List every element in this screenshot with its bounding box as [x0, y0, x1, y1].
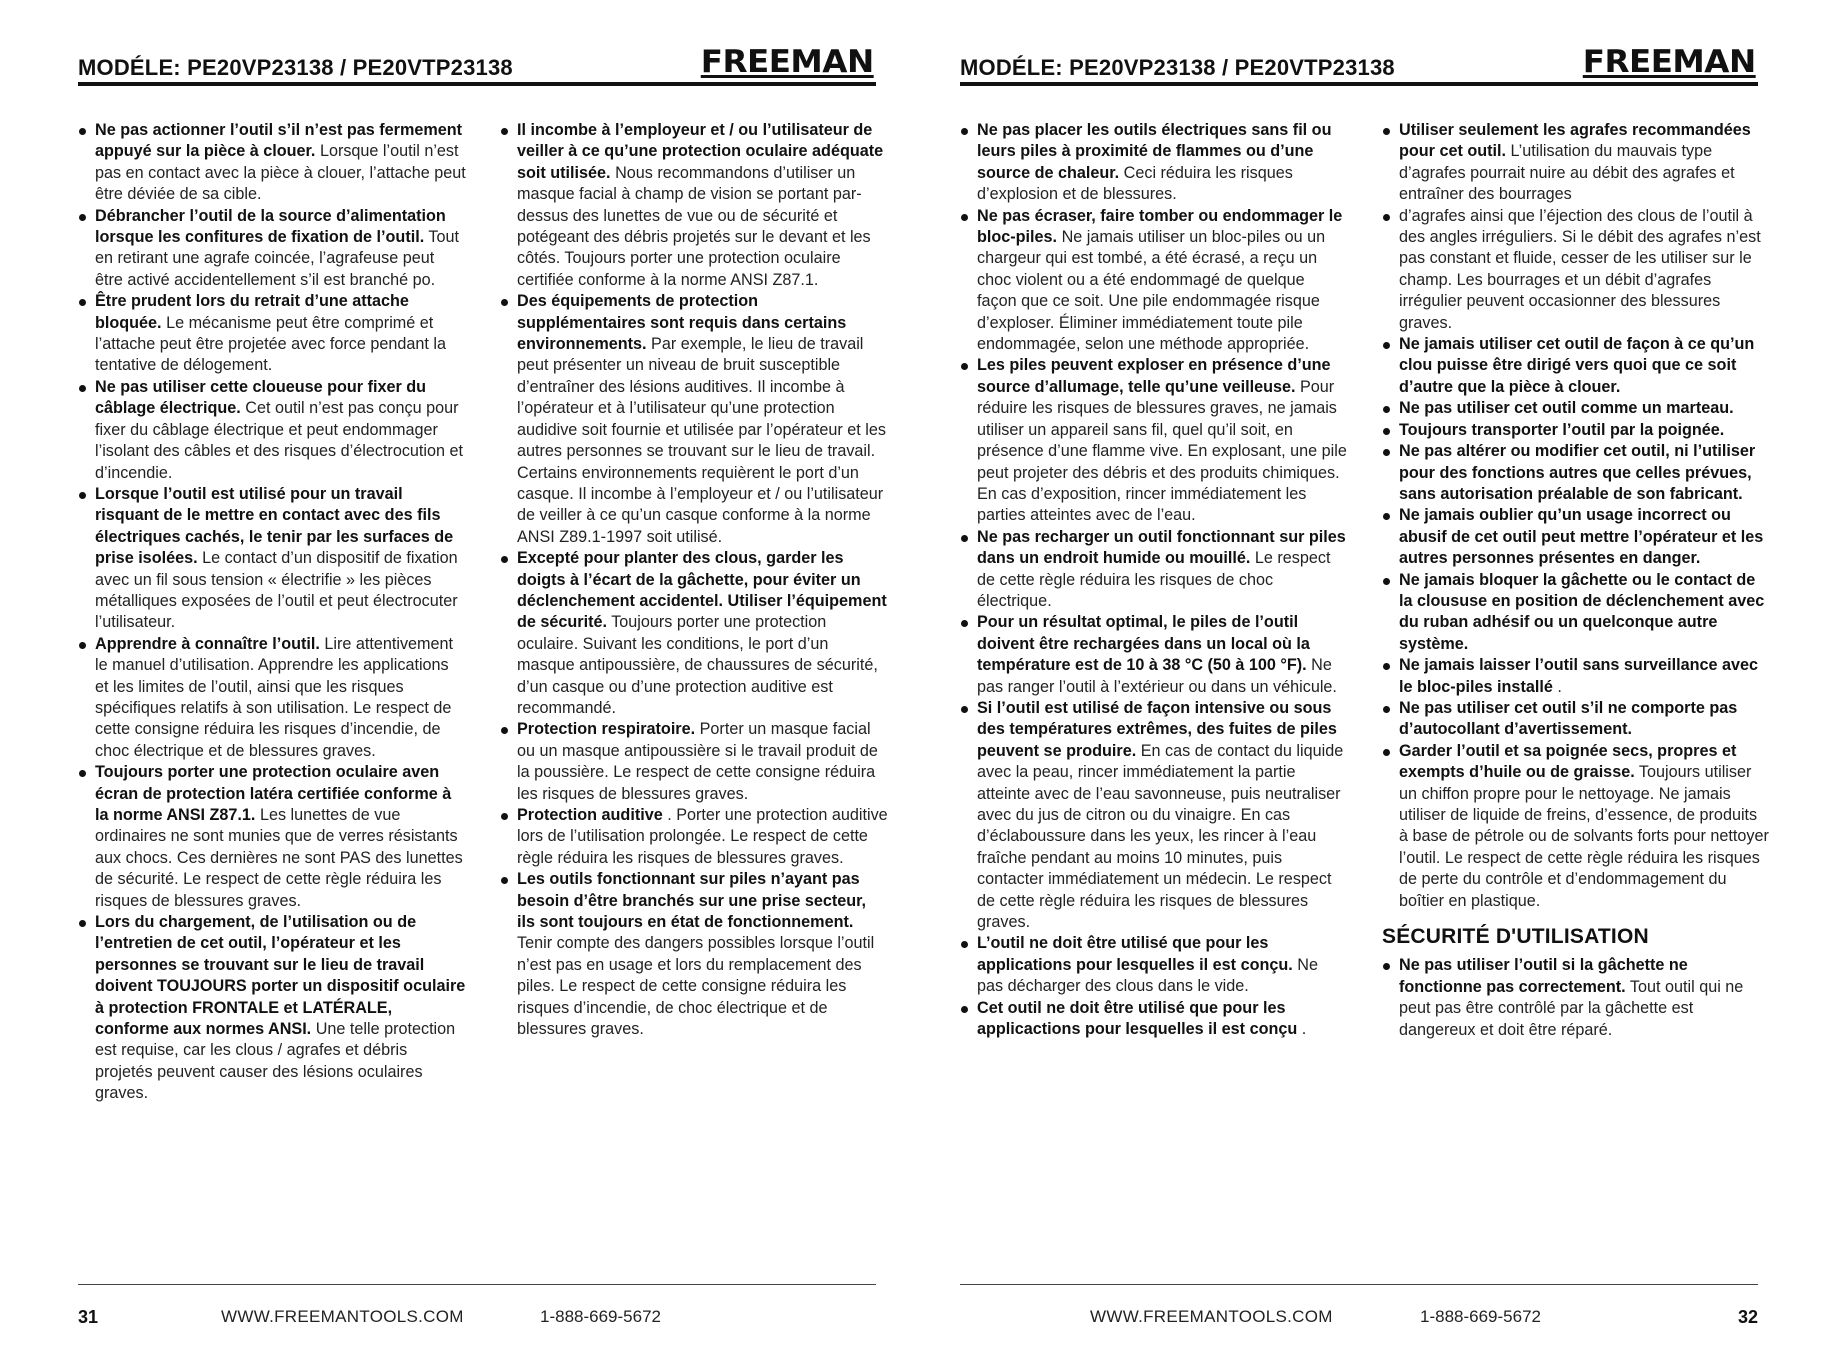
bullet-item	[960, 933, 1348, 997]
bullet-lead: Ne jamais oublier qu’un usage incorrect ou abusif de cet outil peut mettre l’opérateur et les autres personnes présentes en danger.	[1399, 506, 1764, 568]
bullet-lead: Lorsque l’outil est utilisé pour un travail risquant de le mettre en contact avec des fils électriques cachés, le tenir par les surfaces de prise isolées.	[95, 484, 454, 568]
bullet-lead: Ne jamais bloquer la gâchette ou le contact de la cloususe en position de déclenchement avec du ruban adhésif ou un quelconque autre système.	[1399, 570, 1765, 653]
bullet-item	[960, 612, 1348, 698]
bullet-lead: Protection respiratoire.	[517, 720, 696, 739]
bullet-lead: Ne pas altérer ou modifier cet outil, ni l’utiliser pour des fonctions autres que celles prévues, sans autorisation préalable de son fabricant.	[1399, 442, 1756, 503]
bullet-text: d’agrafes ainsi que l’éjection des clous de l’outil à des angles irréguliers. Si le débit des agrafes n’est pas constant et fluide, cesser de les utiliser sur le champ. Les bourrages et un débit d’agrafes irrégulier peuvent occasionner des blessures graves.	[1399, 206, 1761, 332]
bullet-lead: Ne pas utiliser l’outil si la gâchette ne fonctionne pas correctement.	[1399, 956, 1688, 996]
bullet-item	[78, 762, 466, 912]
section-heading: SÉCURITÉ D'UTILISATION	[1382, 925, 1649, 949]
bullet-lead: Ne pas utiliser cet outil comme un marteau.	[1399, 399, 1734, 418]
bullet-text: Ne jamais utiliser un bloc-piles ou un chargeur qui est tombé, a été écrasé, a reçu un choc violent ou a été endommagé de quelque façon que ce soit. Une pile endommagée risque d’exploser. Éliminer immédiatement toute pile endommagée, selon une méthode appropriée.	[977, 228, 1326, 354]
bullet-item	[78, 634, 466, 762]
bullet-lead: Excepté pour planter des clous, garder les doigts à l’écart de la gâchette, pour éviter un déclenchement accidentel. Utiliser l’équipement de sécurité.	[517, 549, 887, 632]
bullet-item	[1382, 441, 1770, 505]
bullet-item	[960, 698, 1348, 933]
page-footer	[78, 1284, 876, 1337]
bullet-lead: Ne pas recharger un outil fonctionnant sur piles dans un endroit humide ou mouillé.	[977, 527, 1346, 568]
bullet-lead: Ne pas utiliser cet outil s’il ne comporte pas d’autocollant d’avertissement.	[1399, 698, 1738, 739]
freeman-logo: FREEMAN	[701, 44, 874, 80]
bullet-item	[1382, 334, 1770, 398]
bullet-lead: Ne pas actionner l’outil s’il n’est pas fermement appuyé sur la pièce à clouer.	[95, 121, 463, 161]
bullet-lead: Ne jamais laisser l’outil sans surveillance avec le bloc-piles installé	[1399, 656, 1759, 696]
bullet-lead: Toujours transporter l’outil par la poignée.	[1399, 420, 1725, 439]
bullet-text: Lorsque l’outil n’est pas en contact avec la pièce à clouer, l’attache peut être déviée de sa cible.	[95, 142, 466, 204]
bullet-item	[500, 120, 888, 291]
safety-list	[1382, 120, 1770, 912]
bullet-text: Le mécanisme peut être comprimé et l’attache peut être projetée avec force pendant la tentative de délogement.	[95, 313, 446, 375]
bullet-text: Tenir compte des dangers possibles lorsque l’outil n’est pas en usage et lors du remplacement des piles. Le respect de cette consigne réduira les risques d’incendie, de choc électrique et de blessures graves.	[517, 934, 875, 1039]
bullet-lead: Les outils fonctionnant sur piles n’ayant pas besoin d’être branchés sur une prise secteur, ils sont toujours en état de fonctionnement.	[517, 870, 867, 932]
bullet-lead: Les piles peuvent exploser en présence d’une source d’allumage, telle qu’une veilleuse.	[977, 356, 1331, 396]
bullet-text: Toujours utiliser un chiffon propre pour le nettoyage. Ne jamais utiliser de liquide de freins, d’essence, de produits à base de pétrole ou de solvants forts pour nettoyer l’outil. Le respect de cette règle réduira les risques de perte du contrôle et d’endommagement du boîtier en plastique.	[1399, 763, 1769, 910]
bullet-lead: L’outil ne doit être utilisé que pour les applications pour lesquelles il est conçu.	[977, 934, 1293, 974]
bullet-text: Ne pas décharger des clous dans le vide.	[977, 955, 1318, 996]
bullet-text: En cas de contact du liquide avec la peau, rincer immédiatement la partie atteinte avec de l’eau savonneuse, puis neutraliser avec du jus de citron ou du vinaigre. En cas d’éclaboussure dans les yeux, les rincer à l’eau fraîche pendant au moins 10 minutes, puis contacter immédiatement un médecin. Le respect de cette règle réduira les risques de blessures graves.	[977, 741, 1344, 932]
bullet-lead: Protection auditive	[517, 806, 663, 824]
bullet-lead: Cet outil ne doit être utilisé que pour les applicactions pour lesquelles il est conçu	[977, 998, 1298, 1039]
bullet-lead: Il incombe à l’employeur et / ou l’utilisateur de veiller à ce qu’une protection oculaire adéquate soit utilisée.	[517, 121, 884, 182]
bullet-text: Ne pas ranger l’outil à l’extérieur ou dans un véhicule.	[977, 656, 1337, 696]
bullet-text: Une telle protection est requise, car les clous / agrafes et débris projetés peuvent causer des lésions oculaires graves.	[95, 1020, 456, 1103]
bullet-text: Le respect de cette règle réduira les risques de choc électrique.	[977, 549, 1331, 610]
right-page-column-1	[960, 120, 1348, 1040]
bullet-text: Par exemple, le lieu de travail peut présenter un niveau de bruit susceptible d’entraîner des lésions auditives. Il incombe à l’opérateur et à l’utilisateur qu’une protection audidive soit fournie et utilisée par l’opérateur et les autres personnes se trouvant sur le lieu de travail. Certains environnements requièrent le port d’un casque. Il incombe à l’employeur et / ou l’utilisateur de veiller à ce qu’un casque conforme à la norme ANSI Z89.1-1997 soit utilisé.	[517, 335, 886, 546]
phone-number: 1-888-669-5672	[540, 1307, 661, 1326]
bullet-item	[960, 355, 1348, 526]
page-number: 31	[78, 1307, 99, 1327]
bullet-item	[500, 548, 888, 719]
right-page	[917, 0, 1834, 1362]
bullet-item	[960, 998, 1348, 1041]
bullet-text: Les lunettes de vue ordinaires ne sont munies que de verres résistants aux chocs. Ces dernières ne sont PAS des lunettes de sécurité. Le respect de cette règle réduira les risques de blessures graves.	[95, 806, 463, 910]
bullet-item	[500, 869, 888, 1040]
bullet-item	[1382, 420, 1770, 441]
freeman-logo: FREEMAN	[1583, 44, 1756, 80]
bullet-item	[1382, 741, 1770, 912]
bullet-lead: Ne pas utiliser cette cloueuse pour fixer du câblage électrique.	[95, 377, 427, 418]
website-link[interactable]: WWW.FREEMANTOOLS.COM	[1090, 1307, 1333, 1326]
bullet-item	[1382, 206, 1770, 334]
bullet-lead: Ne pas écraser, faire tomber ou endommager le bloc-piles.	[977, 206, 1343, 247]
model-title: MODÉLE: PE20VP23138 / PE20VTP23138	[960, 55, 1395, 80]
bullet-item	[1382, 655, 1770, 698]
bullet-text: .	[1301, 1020, 1307, 1039]
bullet-lead: Des équipements de protection supplémentaires sont requis dans certains environnements.	[517, 292, 847, 354]
bullet-item	[1382, 120, 1770, 206]
safety-list	[78, 120, 466, 1105]
safety-list	[960, 120, 1348, 1040]
bullet-lead: Pour un résultat optimal, le piles de l’outil doivent être rechargées dans un local où la température est de 10 à 38 °C (50 à 100 °F).	[977, 613, 1310, 675]
page-footer	[960, 1284, 1758, 1337]
phone-number: 1-888-669-5672	[1420, 1307, 1541, 1326]
bullet-text: Tout en retirant une agrafe coincée, l’agrafeuse peut être activé accidentellement s’il est branché po.	[95, 228, 460, 289]
bullet-item	[78, 120, 466, 206]
bullet-lead: Ne pas placer les outils électriques sans fil ou leurs piles à proximité de flammes ou d’une source de chaleur.	[977, 121, 1332, 182]
bullet-lead: Utiliser seulement les agrafes recommandées pour cet outil.	[1399, 121, 1751, 161]
page-number: 32	[1737, 1307, 1758, 1327]
bullet-item	[78, 484, 466, 634]
bullet-text: L’utilisation du mauvais type d’agrafes pourrait nuire au débit des agrafes et entraîner des bourrages	[1399, 142, 1735, 204]
right-page-column-2	[1382, 120, 1770, 1041]
bullet-text: . Porter une protection auditive lors de l’utilisation prolongée. Le respect de cette règle réduira les risques de blessures graves.	[517, 806, 888, 867]
safety-list	[500, 120, 888, 1040]
bullet-lead: Garder l’outil et sa poignée secs, propres et exempts d’huile ou de graisse.	[1399, 741, 1737, 782]
bullet-text: Porter un masque facial ou un masque antipoussière si le travail produit de la poussière. Le respect de cette consigne réduira les risques de blessures graves.	[517, 720, 878, 803]
page-header	[78, 38, 876, 86]
bullet-text: Tout outil qui ne peut pas être contrôlé par la gâchette est dangereux et doit être réparé.	[1399, 977, 1744, 1039]
safety-list	[1382, 955, 1770, 1041]
page-header	[960, 38, 1758, 86]
bullet-item	[78, 377, 466, 484]
bullet-item	[78, 912, 466, 1105]
bullet-text: Cet outil n’est pas conçu pour fixer du câblage électrique et peut endommager l’isolant des câbles et des risques d’électrocution et d’incendie.	[95, 399, 464, 482]
left-page-column-2	[500, 120, 888, 1040]
bullet-item	[1382, 698, 1770, 741]
bullet-text: Pour réduire les risques de blessures graves, ne jamais utiliser un appareil sans fil, quel qu’il soit, en présence d’une flamme vive. En explosant, une pile peut projeter des débris et des produits chimiques. En cas d’exposition, rincer immédiatement les parties atteintes avec de l’eau.	[977, 377, 1347, 525]
bullet-item	[1382, 570, 1770, 656]
bullet-lead: Si l’outil est utilisé de façon intensive ou sous des températures extrêmes, des fuites de piles peuvent se produire.	[977, 698, 1337, 760]
bullet-item	[78, 291, 466, 377]
bullet-item	[1382, 505, 1770, 569]
model-title: MODÉLE: PE20VP23138 / PE20VTP23138	[78, 55, 513, 80]
bullet-item	[960, 206, 1348, 356]
bullet-item	[960, 120, 1348, 206]
bullet-lead: Débrancher l’outil de la source d’alimentation lorsque les confitures de fixation de l’outil.	[95, 206, 446, 247]
bullet-lead: Lors du chargement, de l’utilisation ou de l’entretien de cet outil, l’opérateur et les personnes se trouvant sur le lieu de travail doivent TOUJOURS porter un dispositif oculaire à protection FRONTALE et LATÉRALE, conforme aux normes ANSI.	[95, 913, 466, 1039]
bullet-text: Ceci réduira les risques d’explosion et de blessures.	[977, 163, 1293, 204]
bullet-text: Toujours porter une protection oculaire. Suivant les conditions, le port d’un masque antipoussière, de chaussures de sécurité, d’un casque ou d’une protection auditive est recommandé.	[517, 613, 878, 717]
bullet-item	[1382, 398, 1770, 419]
bullet-lead: Être prudent lors du retrait d’une attache bloquée.	[95, 292, 409, 332]
left-page-column-1	[78, 120, 466, 1105]
bullet-lead: Ne jamais utiliser cet outil de façon à ce qu’un clou puisse être dirigé vers quoi que ce soit d’autre que la pièce à clouer.	[1399, 335, 1755, 396]
bullet-item	[1382, 955, 1770, 1041]
bullet-item	[500, 291, 888, 548]
bullet-text: Lire attentivement le manuel d’utilisation. Apprendre les applications et les limites de l’outil, ainsi que les risques spécifiques relatifs à son utilisation. Le respect de cette consigne réduira les risques d’incendie, de choc électrique et de blessures graves.	[95, 634, 454, 760]
bullet-text: .	[1557, 677, 1562, 696]
bullet-item	[960, 527, 1348, 613]
bullet-item	[500, 719, 888, 805]
bullet-text: Nous recommandons d’utiliser un masque facial à champ de vision se portant par-dessus des lunettes de vue ou de sécurité et potégeant des débris projetés sur le devant et les côtés. Toujours porter une protection oculaire certifiée conforme à la norme ANSI Z87.1.	[517, 163, 871, 289]
bullet-lead: Apprendre à connaître l’outil.	[95, 634, 320, 653]
website-link[interactable]: WWW.FREEMANTOOLS.COM	[221, 1307, 464, 1326]
bullet-item	[78, 206, 466, 292]
bullet-lead: Toujours porter une protection oculaire aven écran de protection latéra certifiée conforme à la norme ANSI Z87.1.	[95, 763, 452, 824]
bullet-text: Le contact d’un dispositif de fixation avec un fil sous tension « électrifie » les pièces métalliques exposées de l’outil et peut électrocuter l’utilisateur.	[95, 549, 458, 632]
bullet-item	[500, 805, 888, 869]
